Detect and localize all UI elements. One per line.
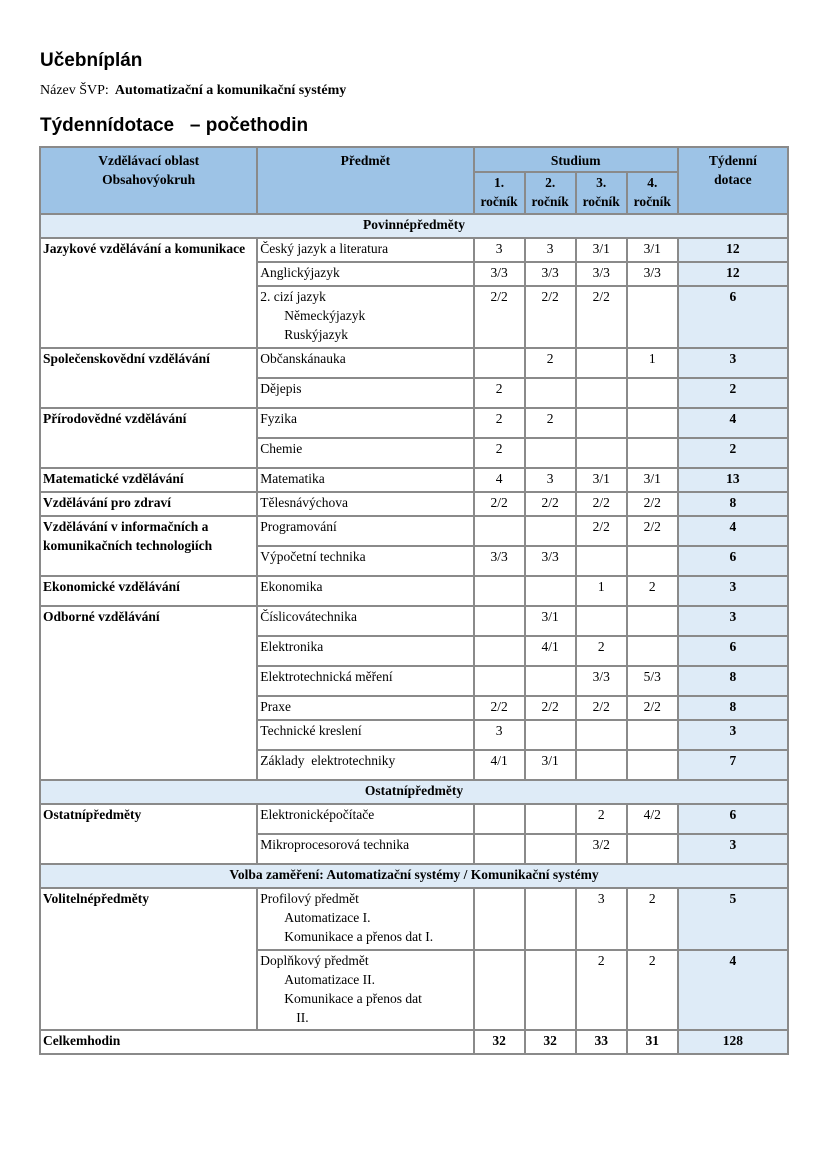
hours-cell: 32 [474, 1030, 525, 1054]
header-area: Vzdělávací oblast Obsahovýokruh [40, 147, 257, 214]
header-year-4: 4. ročník [627, 172, 678, 214]
subject-cell: Elektrotechnická měření [257, 666, 473, 696]
hours-cell [576, 720, 627, 750]
table-row [40, 888, 788, 950]
table-row [40, 408, 788, 438]
header-subject: Předmět [257, 147, 473, 214]
hours-cell: 3/3 [474, 546, 525, 576]
svp-label: Název ŠVP: [40, 83, 109, 98]
total-cell: 3 [678, 606, 788, 636]
table-row [40, 468, 788, 492]
header-study: Studium [474, 147, 678, 172]
hours-cell: 3 [474, 238, 525, 262]
total-cell: 6 [678, 804, 788, 834]
hours-cell: 3/3 [576, 666, 627, 696]
subject-cell: Praxe [257, 696, 473, 720]
total-cell: 8 [678, 696, 788, 720]
area-odb: Odborné vzdělávání [40, 606, 257, 780]
hours-cell: 1 [576, 576, 627, 606]
subject-cell: Výpočetní technika [257, 546, 473, 576]
section-volba: Volba zaměření: Automatizační systémy / Komunikační systémy [40, 864, 788, 888]
hours-cell [474, 804, 525, 834]
subject-cell: 2. cizí jazyk Německýjazyk Ruskýjazyk [257, 286, 473, 348]
area-ost: Ostatnípředměty [40, 804, 257, 864]
subject-cell: Dějepis [257, 378, 473, 408]
hours-cell: 3/1 [576, 468, 627, 492]
total-cell: 13 [678, 468, 788, 492]
area-spol: Společenskovědní vzdělávání [40, 348, 257, 408]
hours-cell: 2 [474, 438, 525, 468]
subject-cell: Elektronika [257, 636, 473, 666]
hours-cell: 33 [576, 1030, 627, 1054]
total-cell: 5 [678, 888, 788, 950]
hours-cell: 4 [474, 468, 525, 492]
subject-cell: Matematika [257, 468, 473, 492]
hours-cell: 3/1 [576, 238, 627, 262]
hours-cell: 2/2 [474, 492, 525, 516]
hours-cell [627, 834, 678, 864]
hours-cell: 4/1 [525, 636, 576, 666]
hours-cell: 3/1 [627, 238, 678, 262]
hours-cell: 2/2 [576, 516, 627, 546]
hours-cell: 2/2 [576, 286, 627, 348]
hours-cell [474, 576, 525, 606]
total-cell: 6 [678, 546, 788, 576]
hours-cell [576, 408, 627, 438]
hours-cell: 2 [525, 348, 576, 378]
table-row [40, 804, 788, 834]
hours-cell: 2/2 [525, 696, 576, 720]
area-eko: Ekonomické vzdělávání [40, 576, 257, 606]
total-cell: 4 [678, 950, 788, 1030]
hours-cell: 2/2 [627, 492, 678, 516]
document-title: Učebníplán [40, 50, 143, 71]
subject-cell: Doplňkový předmět Automatizace II. Komunikace a přenos dat II. [257, 950, 473, 1030]
hours-cell: 3 [576, 888, 627, 950]
subject-cell: Číslicovátechnika [257, 606, 473, 636]
hours-cell [474, 666, 525, 696]
hours-cell: 5/3 [627, 666, 678, 696]
hours-cell [474, 950, 525, 1030]
area-mat: Matematické vzdělávání [40, 468, 257, 492]
hours-cell [474, 636, 525, 666]
subject-cell: Tělesnávýchova [257, 492, 473, 516]
hours-cell [576, 606, 627, 636]
table-row [40, 576, 788, 606]
total-cell: 3 [678, 348, 788, 378]
header-year-3: 3. ročník [576, 172, 627, 214]
subject-cell: Základy elektrotechniky [257, 750, 473, 780]
hours-cell [576, 378, 627, 408]
section-subtitle: Týdennídotace – počethodin [40, 115, 309, 136]
total-cell: 8 [678, 666, 788, 696]
hours-cell [576, 438, 627, 468]
total-row [40, 1030, 788, 1054]
hours-cell [525, 834, 576, 864]
hours-cell: 31 [627, 1030, 678, 1054]
svp-value: Automatizační a komunikační systémy [114, 83, 347, 98]
subject-cell: Programování [257, 516, 473, 546]
hours-cell: 3/1 [627, 468, 678, 492]
hours-cell: 2/2 [627, 516, 678, 546]
subject-cell: Fyzika [257, 408, 473, 438]
hours-cell [525, 950, 576, 1030]
area-ict: Vzdělávání v informačních a komunikačních technologiích [40, 516, 257, 576]
header-year-1: 1. ročník [474, 172, 525, 214]
hours-cell [627, 546, 678, 576]
hours-cell: 2 [576, 950, 627, 1030]
total-cell: 3 [678, 834, 788, 864]
hours-cell [474, 888, 525, 950]
hours-cell: 2/2 [576, 492, 627, 516]
subject-cell: Elektronicképočítače [257, 804, 473, 834]
total-cell: 2 [678, 378, 788, 408]
hours-cell: 2/2 [525, 492, 576, 516]
header-total: Týdenní dotace [678, 147, 788, 214]
subject-cell: Technické kreslení [257, 720, 473, 750]
total-cell: 4 [678, 516, 788, 546]
section-ostatni: Ostatnípředměty [40, 780, 788, 804]
hours-cell: 2 [474, 408, 525, 438]
hours-cell: 4/2 [627, 804, 678, 834]
hours-cell [525, 378, 576, 408]
total-cell: 2 [678, 438, 788, 468]
hours-cell: 2 [525, 408, 576, 438]
hours-cell [474, 606, 525, 636]
table-row [40, 348, 788, 378]
table-row [40, 516, 788, 546]
svp-line [40, 83, 346, 99]
hours-cell: 2/2 [474, 286, 525, 348]
hours-cell: 2 [627, 950, 678, 1030]
hours-cell: 3/1 [525, 606, 576, 636]
hours-cell [576, 348, 627, 378]
section-povinne: Povinnépředměty [40, 214, 788, 238]
hours-cell: 3/3 [627, 262, 678, 286]
hours-cell: 3 [474, 720, 525, 750]
hours-cell [525, 516, 576, 546]
hours-cell [474, 834, 525, 864]
hours-cell: 3/2 [576, 834, 627, 864]
hours-cell [627, 286, 678, 348]
hours-cell [627, 720, 678, 750]
table-row [40, 606, 788, 636]
hours-cell: 2 [627, 888, 678, 950]
total-cell: 4 [678, 408, 788, 438]
hours-cell [525, 576, 576, 606]
hours-cell: 2 [576, 804, 627, 834]
subject-cell: Český jazyk a literatura [257, 238, 473, 262]
hours-cell: 3 [525, 238, 576, 262]
hours-cell: 2/2 [576, 696, 627, 720]
table-row [40, 492, 788, 516]
hours-cell: 1 [627, 348, 678, 378]
hours-cell [627, 606, 678, 636]
total-cell: 12 [678, 262, 788, 286]
hours-cell [474, 516, 525, 546]
hours-cell [576, 546, 627, 576]
hours-cell: 3/3 [474, 262, 525, 286]
total-label: Celkemhodin [40, 1030, 474, 1054]
total-cell: 6 [678, 636, 788, 666]
hours-cell [525, 804, 576, 834]
hours-cell: 2 [474, 378, 525, 408]
subject-cell: Anglickýjazyk [257, 262, 473, 286]
area-prir: Přírodovědné vzdělávání [40, 408, 257, 468]
hours-cell: 32 [525, 1030, 576, 1054]
hours-cell [474, 348, 525, 378]
hours-cell: 3/3 [525, 546, 576, 576]
hours-cell: 4/1 [474, 750, 525, 780]
hours-cell: 2/2 [627, 696, 678, 720]
hours-cell: 3/3 [576, 262, 627, 286]
subject-cell: Mikroprocesorová technika [257, 834, 473, 864]
hours-cell: 2/2 [474, 696, 525, 720]
hours-cell [525, 438, 576, 468]
total-cell: 3 [678, 720, 788, 750]
total-cell: 12 [678, 238, 788, 262]
table-row [40, 238, 788, 262]
hours-cell [627, 438, 678, 468]
header-year-2: 2. ročník [525, 172, 576, 214]
hours-cell: 2 [627, 576, 678, 606]
hours-cell [627, 636, 678, 666]
subject-cell: Občanskánauka [257, 348, 473, 378]
curriculum-table [39, 146, 789, 1055]
hours-cell [525, 720, 576, 750]
hours-cell: 3 [525, 468, 576, 492]
total-cell: 3 [678, 576, 788, 606]
area-vol: Volitelnépředměty [40, 888, 257, 1030]
hours-cell [525, 666, 576, 696]
total-cell: 8 [678, 492, 788, 516]
area-zdr: Vzdělávání pro zdraví [40, 492, 257, 516]
hours-cell: 2 [576, 636, 627, 666]
total-cell: 128 [678, 1030, 788, 1054]
subject-cell: Ekonomika [257, 576, 473, 606]
hours-cell [576, 750, 627, 780]
total-cell: 7 [678, 750, 788, 780]
hours-cell: 2/2 [525, 286, 576, 348]
hours-cell [627, 378, 678, 408]
hours-cell: 3/3 [525, 262, 576, 286]
hours-cell [627, 750, 678, 780]
subject-cell: Chemie [257, 438, 473, 468]
area-jazyk: Jazykové vzdělávání a komunikace [40, 238, 257, 348]
total-cell: 6 [678, 286, 788, 348]
subject-cell: Profilový předmět Automatizace I. Komunikace a přenos dat I. [257, 888, 473, 950]
hours-cell [525, 888, 576, 950]
hours-cell [627, 408, 678, 438]
hours-cell: 3/1 [525, 750, 576, 780]
